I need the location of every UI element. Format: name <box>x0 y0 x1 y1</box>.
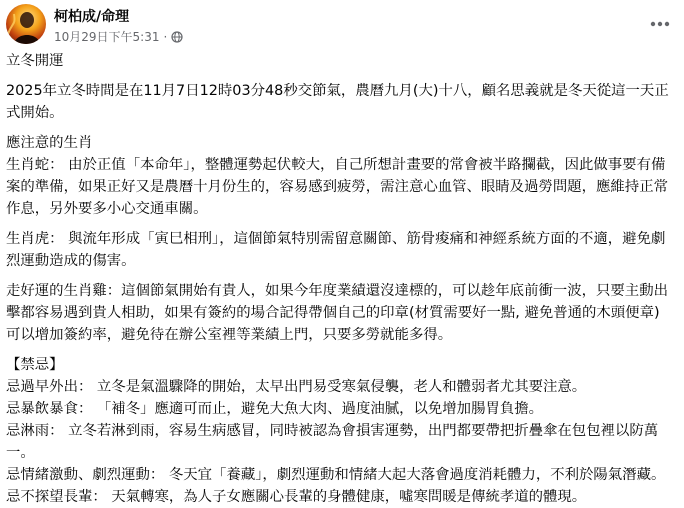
post-title: 立冬開運 <box>6 53 64 69</box>
rooster-paragraph: 走好運的生肖雞：這個節氣開始有貴人，如果今年度業績還沒達標的，可以趁年底前衝一波，只要主動出擊都容易遇到貴人相助，如果有簽約的場合記得帶個自己的印章(材質需要好一點, 避免普通的木頭便章)可以增加簽約率，避免待在辦公室裡等業績上門，只要多勞就能多得。 <box>6 283 668 343</box>
avatar[interactable] <box>6 4 46 44</box>
post-body <box>6 50 670 508</box>
more-options-button[interactable] <box>648 12 672 36</box>
intro-paragraph: 2025年立冬時間是在11月7日12時03分48秒交節氣，農曆九月(大)十八，顧名思義就是冬天從這一天正式開始。 <box>6 83 669 121</box>
taboo-item: 忌淋雨： 立冬若淋到雨，容易生病感冒，同時被認為會損害運勢，出門都要帶把折疊傘在包包裡以防萬一。 <box>6 423 659 461</box>
post-timestamp[interactable]: 10月29日下午5:31 <box>54 30 160 44</box>
tiger-paragraph: 生肖虎： 與流年形成「寅巳相刑」，這個節氣特別需留意關節、筋骨痠痛和神經系統方面的不適，避免劇烈運動造成的傷害。 <box>6 231 666 269</box>
more-horizontal-icon <box>650 21 670 27</box>
post-header <box>6 4 678 48</box>
taboo-item: 忌暴飲暴食： 「補冬」應適可而止，避免大魚大肉、過度油膩，以免增加腸胃負擔。 <box>6 401 544 417</box>
snake-paragraph: 生肖蛇： 由於正值「本命年」，整體運勢起伏較大，自己所想計畫要的常會被半路攔截，因此做事要有備案的準備，如果正好又是農曆十月份生的，容易感到疲勞，需注意心血管、眼睛及過勞問題，應維持正常作息，另外要多小心交通車關。 <box>6 157 668 217</box>
globe-icon <box>171 31 183 43</box>
taboo-item: 忌過早外出： 立冬是氣溫驟降的開始，太早出門易受寒氣侵襲，老人和體弱者尤其要注意。 <box>6 379 587 395</box>
avatar-image <box>6 4 46 44</box>
author-name[interactable]: 柯柏成/命理 <box>54 9 130 25</box>
taboo-item: 忌情緒激動、劇烈運動： 冬天宜「養藏」，劇烈運動和情緒大起大落會過度消耗體力，不利於陽氣潛藏。 <box>6 467 666 483</box>
taboo-heading: 【禁忌】 <box>6 357 64 373</box>
meta-separator: · <box>163 29 168 44</box>
post-meta <box>54 28 183 45</box>
caution-heading: 應注意的生肖 <box>6 135 93 151</box>
taboo-item: 忌不探望長輩： 天氣轉寒，為人子女應關心長輩的身體健康，噓寒問暖是傳統孝道的體現。 <box>6 489 587 505</box>
